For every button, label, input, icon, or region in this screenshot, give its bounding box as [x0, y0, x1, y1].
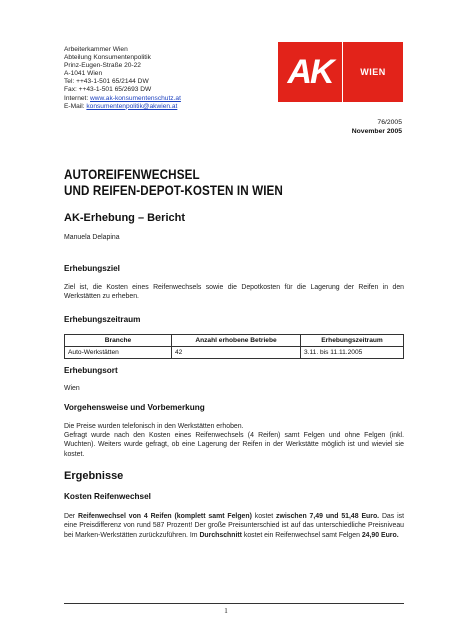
sender-address [64, 46, 181, 111]
ergebnisse-heading: Ergebnisse [64, 470, 124, 482]
kosten-heading: Kosten Reifenwechsel [64, 492, 151, 501]
address-line: Abteilung Konsumentenpolitik [64, 54, 151, 62]
address-line: Fax: ++43-1-501 65/2693 DW [64, 86, 152, 94]
ziel-heading: Erhebungsziel [64, 264, 120, 273]
logo-city: WIEN [360, 67, 386, 77]
logo-text: AK [287, 52, 333, 91]
vorgehen-heading: Vorgehensweise und Vorbemerkung [64, 403, 205, 412]
table-header: Erhebungszeitraum [301, 335, 404, 347]
title-line: AUTOREIFENWECHSEL [64, 167, 200, 182]
address-line: Arbeiterkammer Wien [64, 46, 128, 53]
title-line: UND REIFEN-DEPOT-KOSTEN IN WIEN [64, 183, 283, 198]
table-cell: 3.11. bis 11.11.2005 [301, 347, 404, 359]
address-line: Prinz-Eugen-Straße 20-22 [64, 62, 141, 70]
address-line: Tel: ++43-1-501 65/2144 DW [64, 78, 149, 86]
table-header: Branche [65, 335, 172, 347]
vorgehen-text-1: Die Preise wurden telefonisch in den Werkstätten erhoben. [64, 423, 244, 430]
table-cell: 42 [172, 347, 301, 359]
document-title [64, 167, 283, 199]
document-reference [352, 118, 402, 136]
vorgehen-text-2: Gefragt wurde nach den Kosten eines Reifenwechsels (4 Reifen) samt Felgen und ohne Felgen (inkl. Wuchten). Weiters wurde gefragt, ob eine Lagerung der Reifen in der Werkstätte möglich ist und wieviel sie kostet. [64, 432, 404, 458]
address-line: A-1041 Wien [64, 70, 103, 78]
internet-line: Internet: www.ak-konsumentenschutz.at [64, 94, 181, 102]
footer-divider [64, 603, 404, 604]
table-row [65, 347, 404, 359]
reference-date: November 2005 [351, 128, 402, 135]
table-header-row [65, 335, 404, 347]
zeitraum-heading: Erhebungszeitraum [64, 315, 141, 324]
email-link[interactable]: konsumentenpolitik@akwien.at [86, 102, 178, 110]
page-number: 1 [224, 607, 228, 615]
ak-logo [278, 42, 342, 102]
subtitle: AK-Erhebung – Bericht [64, 212, 186, 224]
website-link[interactable]: www.ak-konsumentenschutz.at [90, 94, 181, 102]
reference-number: 76/2005 [377, 119, 402, 126]
email-line: E-Mail: konsumentenpolitik@akwien.at [64, 102, 178, 110]
author: Manuela Delapina [64, 234, 120, 241]
wien-logo [343, 42, 403, 102]
ziel-text: Ziel ist, die Kosten eines Reifenwechsels sowie die Depotkosten für die Lagerung der Reifen in den Werkstätten zu erheben. [64, 284, 404, 301]
survey-table [64, 334, 404, 359]
table-cell: Auto-Werkstätten [65, 347, 172, 359]
kosten-paragraph: Der Reifenwechsel von 4 Reifen (komplett samt Felgen) kostet zwischen 7,49 und 51,48 Euro. Das ist eine Preisdifferenz von rund 587 Prozent! Der große Preisunterschied ist auf das unterschiedliche Preisniveau bei Marken-Werkstätten zurückzuführen. Im Durchschnitt kostet ein Reifenwechsel samt Felgen 24,90 Euro. [64, 513, 404, 539]
ort-heading: Erhebungsort [64, 366, 118, 375]
table-header: Anzahl erhobene Betriebe [172, 335, 301, 347]
ort-text: Wien [64, 385, 80, 392]
